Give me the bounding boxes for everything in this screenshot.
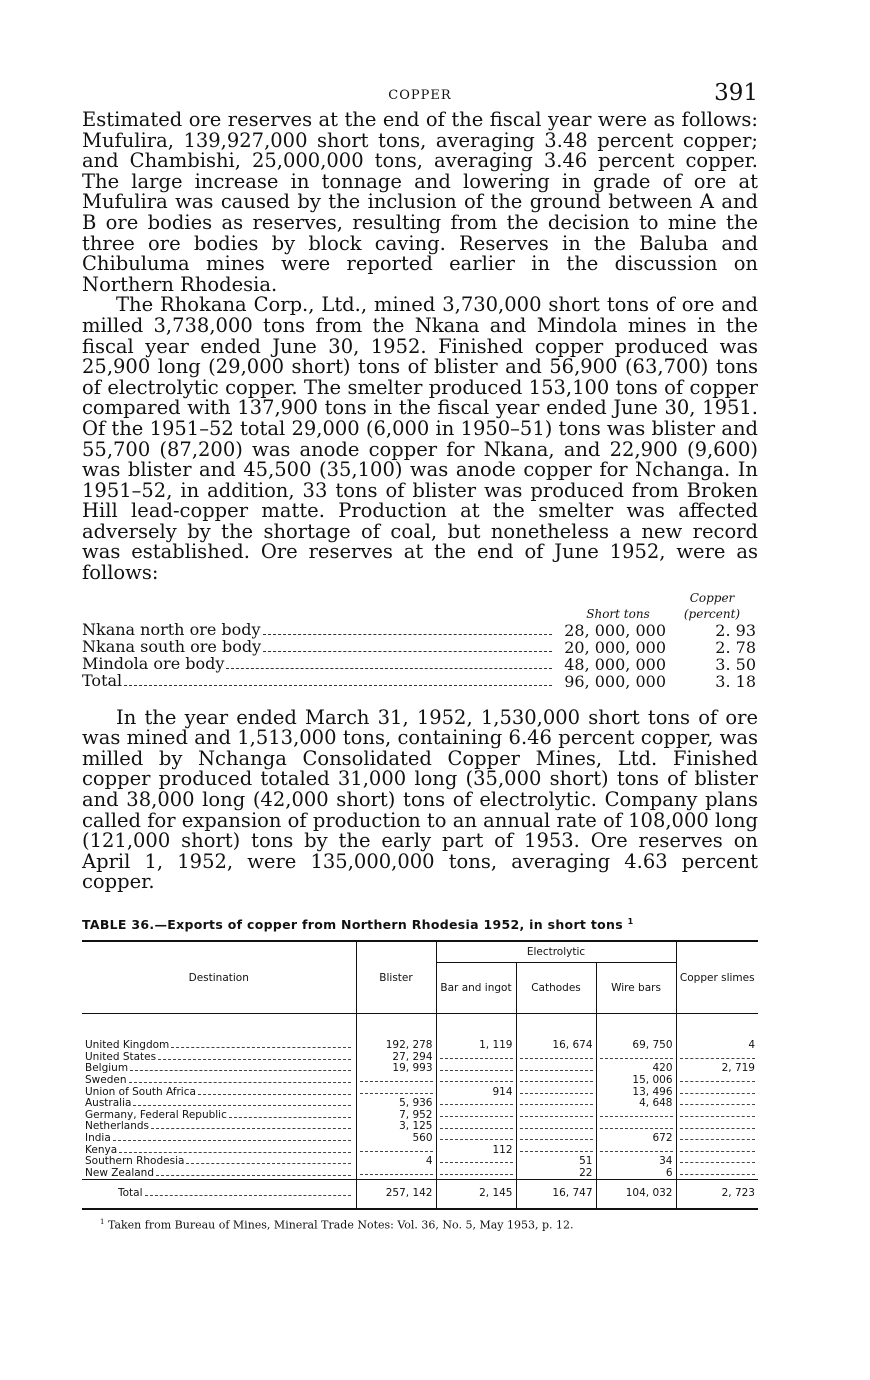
empty-leader [520, 1076, 593, 1082]
reserves-tons: 20, 000, 000 [564, 637, 666, 657]
page [82, 80, 758, 1232]
wire-cell: 69, 750 [596, 1014, 676, 1052]
paragraph-1: Estimated ore reserves at the end of the fiscal year were as follows: Mufulira, 139,927,000 short tons, averaging 3.48 percent copper; and Chambishi, 25,000,000 tons, averaging 3.46 percent copper. The large increase in tonnage and lowering in grade of ore at Mufulira was caused by the inclusion of the ground between A and B ore bodies as reserves, resulting from the decision to mine the three ore bodies by block caving. Reserves in the Baluba and Chibuluma mines were reported earlier in the discussion on Northern Rhodesia. [82, 108, 758, 296]
blister-cell: 7, 952 [356, 1110, 436, 1122]
table-row [82, 1098, 758, 1110]
reserves-tons: 48, 000, 000 [564, 654, 666, 674]
cathodes-cell [516, 1121, 596, 1133]
header-destination: Destination [82, 941, 356, 1014]
bar-cell: 112 [436, 1145, 516, 1157]
running-title: COPPER [388, 88, 452, 103]
destination-label: Australia [85, 1097, 132, 1110]
col-percent: (percent) [683, 606, 741, 621]
blister-cell: 3, 125 [356, 1121, 436, 1133]
paragraph-2: The Rhokana Corp., Ltd., mined 3,730,000 short tons of ore and milled 3,738,000 tons from the Nkana and Mindola mines in the fiscal year ended June 30, 1952. Finished copper produced was 25,900 long (29,000 short) tons of blister and 56,900 (63,700) tons of electrolytic copper. The smelter produced 153,100 tons of copper compared with 137,900 tons in the fiscal year ended June 30, 1951. Of the 1951–52 total 29,000 (6,000 in 1950–51) tons was blister and 55,700 (87,200) was anode copper for Nkana, and 22,900 (9,600) was blister and 45,500 (35,100) was anode copper for Nchanga. In 1951–52, in addition, 33 tons of blister was produced from Broken Hill lead-copper matte. Production at the smelter was affected adversely by the shortage of coal, but nonetheless a new record was established. Ore reserves at the end of June 1952, were as follows: [82, 293, 758, 585]
col-short-tons: Short tons [586, 606, 650, 621]
destination-cell [82, 1075, 356, 1087]
cathodes-cell [516, 1052, 596, 1064]
blister-cell [356, 1168, 436, 1180]
slimes-cell [676, 1156, 758, 1168]
header-copper-slimes: Copper slimes [676, 941, 758, 1014]
destination-label: Kenya [85, 1143, 118, 1156]
wire-cell: 34 [596, 1156, 676, 1168]
destination-label: India [85, 1131, 111, 1144]
empty-leader [520, 1111, 593, 1117]
cathodes-cell: 51 [516, 1156, 596, 1168]
empty-leader [680, 1111, 756, 1117]
bar-cell: 1, 119 [436, 1014, 516, 1052]
bar-cell [436, 1110, 516, 1122]
destination-label: United Kingdom [85, 1039, 170, 1052]
empty-leader [520, 1123, 593, 1129]
bar-cell [436, 1098, 516, 1110]
total-row [82, 1180, 758, 1209]
empty-leader [520, 1099, 593, 1105]
empty-leader [440, 1076, 513, 1082]
bar-cell: 914 [436, 1087, 516, 1099]
total-bar-cell: 2, 145 [436, 1180, 516, 1209]
bar-cell [436, 1156, 516, 1168]
cathodes-cell [516, 1063, 596, 1075]
blister-cell: 192, 278 [356, 1014, 436, 1052]
blister-cell [356, 1145, 436, 1157]
empty-leader [360, 1146, 433, 1152]
cathodes-cell [516, 1098, 596, 1110]
slimes-cell [676, 1098, 758, 1110]
slimes-cell [676, 1133, 758, 1145]
empty-leader [600, 1146, 673, 1152]
exports-table-title: TABLE 36.—Exports of copper from Northern Rhodesia 1952, in short tons $^1$ [82, 917, 634, 933]
empty-leader [680, 1099, 756, 1105]
reserves-total-tons: 96, 000, 000 [564, 671, 666, 691]
empty-leader [520, 1065, 593, 1071]
header-cathodes: Cathodes [516, 963, 596, 1014]
reserves-total-label: Total [82, 670, 123, 690]
empty-leader [360, 1076, 433, 1082]
wire-cell: 420 [596, 1063, 676, 1075]
cathodes-cell: 16, 674 [516, 1014, 596, 1052]
destination-label: Germany, Federal Republic [85, 1108, 227, 1121]
running-head [82, 80, 758, 110]
blister-cell: 27, 294 [356, 1052, 436, 1064]
empty-leader [440, 1065, 513, 1071]
reserves-label: Nkana south ore body [82, 636, 262, 656]
total-cathodes-cell: 16, 747 [516, 1180, 596, 1209]
reserves-pct: 2. 78 [715, 637, 756, 657]
destination-label: Netherlands [85, 1120, 150, 1133]
col-copper: Copper [689, 590, 735, 605]
blister-cell: 19, 993 [356, 1063, 436, 1075]
reserves-row [82, 656, 758, 673]
table-row [82, 1075, 758, 1087]
reserves-header-row [82, 590, 758, 622]
reserves-tons: 28, 000, 000 [564, 620, 666, 640]
destination-label: Union of South Africa [85, 1085, 196, 1098]
table-row [82, 1133, 758, 1145]
destination-label: United States [85, 1050, 157, 1063]
cathodes-cell: 22 [516, 1168, 596, 1180]
slimes-cell [676, 1168, 758, 1180]
reserves-pct: 2. 93 [715, 620, 756, 640]
header-blister: Blister [356, 941, 436, 1014]
slimes-cell: 2, 719 [721, 1062, 755, 1075]
reserves-pct: 3. 50 [715, 654, 756, 674]
destination-cell [82, 1098, 356, 1110]
empty-leader [440, 1111, 513, 1117]
destination-label: Belgium [85, 1062, 129, 1075]
cathodes-cell [516, 1110, 596, 1122]
wire-cell: 6 [596, 1168, 676, 1180]
bar-cell [436, 1168, 516, 1180]
cathodes-cell [516, 1133, 596, 1145]
table-row [82, 1168, 758, 1180]
wire-cell [596, 1110, 676, 1122]
empty-leader [520, 1134, 593, 1140]
total-label: Total [118, 1187, 143, 1200]
empty-leader [440, 1134, 513, 1140]
reserves-label: Nkana north ore body [82, 619, 261, 639]
slimes-cell [676, 1087, 758, 1099]
total-label-cell [82, 1180, 356, 1209]
blister-cell [356, 1075, 436, 1087]
table-row [82, 1156, 758, 1168]
empty-leader [440, 1123, 513, 1129]
empty-leader [680, 1169, 756, 1175]
bar-cell [436, 1052, 516, 1064]
page-number: 391 [714, 80, 758, 106]
bar-cell [436, 1075, 516, 1087]
slimes-cell [676, 1121, 758, 1133]
slimes-cell [676, 1075, 758, 1087]
cathodes-cell [516, 1075, 596, 1087]
empty-leader [440, 1053, 513, 1059]
header-wire-bars: Wire bars [596, 963, 676, 1014]
empty-leader [440, 1169, 513, 1175]
destination-cell [82, 1168, 356, 1180]
destination-cell [82, 1156, 356, 1168]
wire-cell: 13, 496 [596, 1087, 676, 1099]
slimes-cell [676, 1145, 758, 1157]
empty-leader [520, 1088, 593, 1094]
paragraph-3: In the year ended March 31, 1952, 1,530,000 short tons of ore was mined and 1,513,000 tons, containing 6.46 percent copper, was milled by Nchanga Consolidated Copper Mines, Ltd. Finished copper produced totaled 31,000 long (35,000 short) tons of blister and 38,000 long (42,000 short) tons of electrolytic. Company plans called for expansion of production to an annual rate of 108,000 long (121,000 short) tons by the early part of 1953. Ore reserves on April 1, 1952, were 135,000,000 tons, averaging 4.63 percent copper. [82, 705, 758, 894]
wire-cell: 4, 648 [596, 1098, 676, 1110]
total-slimes-cell: 2, 723 [676, 1180, 758, 1209]
wire-cell: 15, 006 [596, 1075, 676, 1087]
col-copper-percent [666, 590, 758, 622]
reserves-total-pct: 3. 18 [715, 671, 756, 691]
total-wire-cell: 104, 032 [596, 1180, 676, 1209]
blister-cell: 5, 936 [356, 1098, 436, 1110]
bar-cell [436, 1121, 516, 1133]
destination-label: Southern Rhodesia [85, 1155, 185, 1168]
empty-leader [680, 1053, 756, 1059]
empty-leader [600, 1053, 673, 1059]
slimes-cell: 4 [748, 1039, 755, 1052]
wire-cell: 672 [596, 1133, 676, 1145]
empty-leader [440, 1157, 513, 1163]
total-blister-cell: 257, 142 [356, 1180, 436, 1209]
blister-cell: 560 [356, 1133, 436, 1145]
reserves-total-row [82, 673, 758, 690]
header-electrolytic: Electrolytic [436, 941, 676, 963]
bar-cell [436, 1133, 516, 1145]
slimes-cell [676, 1110, 758, 1122]
reserves-label: Mindola ore body [82, 653, 225, 673]
empty-leader [680, 1146, 756, 1152]
bar-cell [436, 1063, 516, 1075]
empty-leader [360, 1088, 433, 1094]
empty-leader [600, 1111, 673, 1117]
empty-leader [600, 1123, 673, 1129]
empty-leader [520, 1146, 593, 1152]
empty-leader [520, 1053, 593, 1059]
destination-label: New Zealand [85, 1166, 154, 1179]
destination-cell [82, 1014, 356, 1052]
destination-cell [82, 1121, 356, 1133]
cathodes-cell [516, 1087, 596, 1099]
empty-leader [680, 1076, 756, 1082]
empty-leader [360, 1169, 433, 1175]
header-bar-and-ingot: Bar and ingot [436, 963, 516, 1014]
empty-leader [680, 1088, 756, 1094]
blister-cell: 4 [356, 1156, 436, 1168]
destination-label: Sweden [85, 1073, 127, 1086]
empty-leader [680, 1123, 756, 1129]
ore-reserves-table [82, 590, 758, 690]
table-row [82, 1014, 758, 1052]
empty-leader [680, 1134, 756, 1140]
exports-table [82, 940, 758, 1210]
empty-leader [680, 1157, 756, 1163]
footnote-text: Taken from Bureau of Mines, Mineral Trade Notes: Vol. 36, No. 5, May 1953, p. 12. [107, 1218, 574, 1232]
footnote [82, 1218, 758, 1232]
destination-cell [82, 1133, 356, 1145]
empty-leader [440, 1099, 513, 1105]
footnote-mark: 1 [100, 1217, 105, 1226]
title-footnote-mark: 1 [627, 917, 634, 926]
